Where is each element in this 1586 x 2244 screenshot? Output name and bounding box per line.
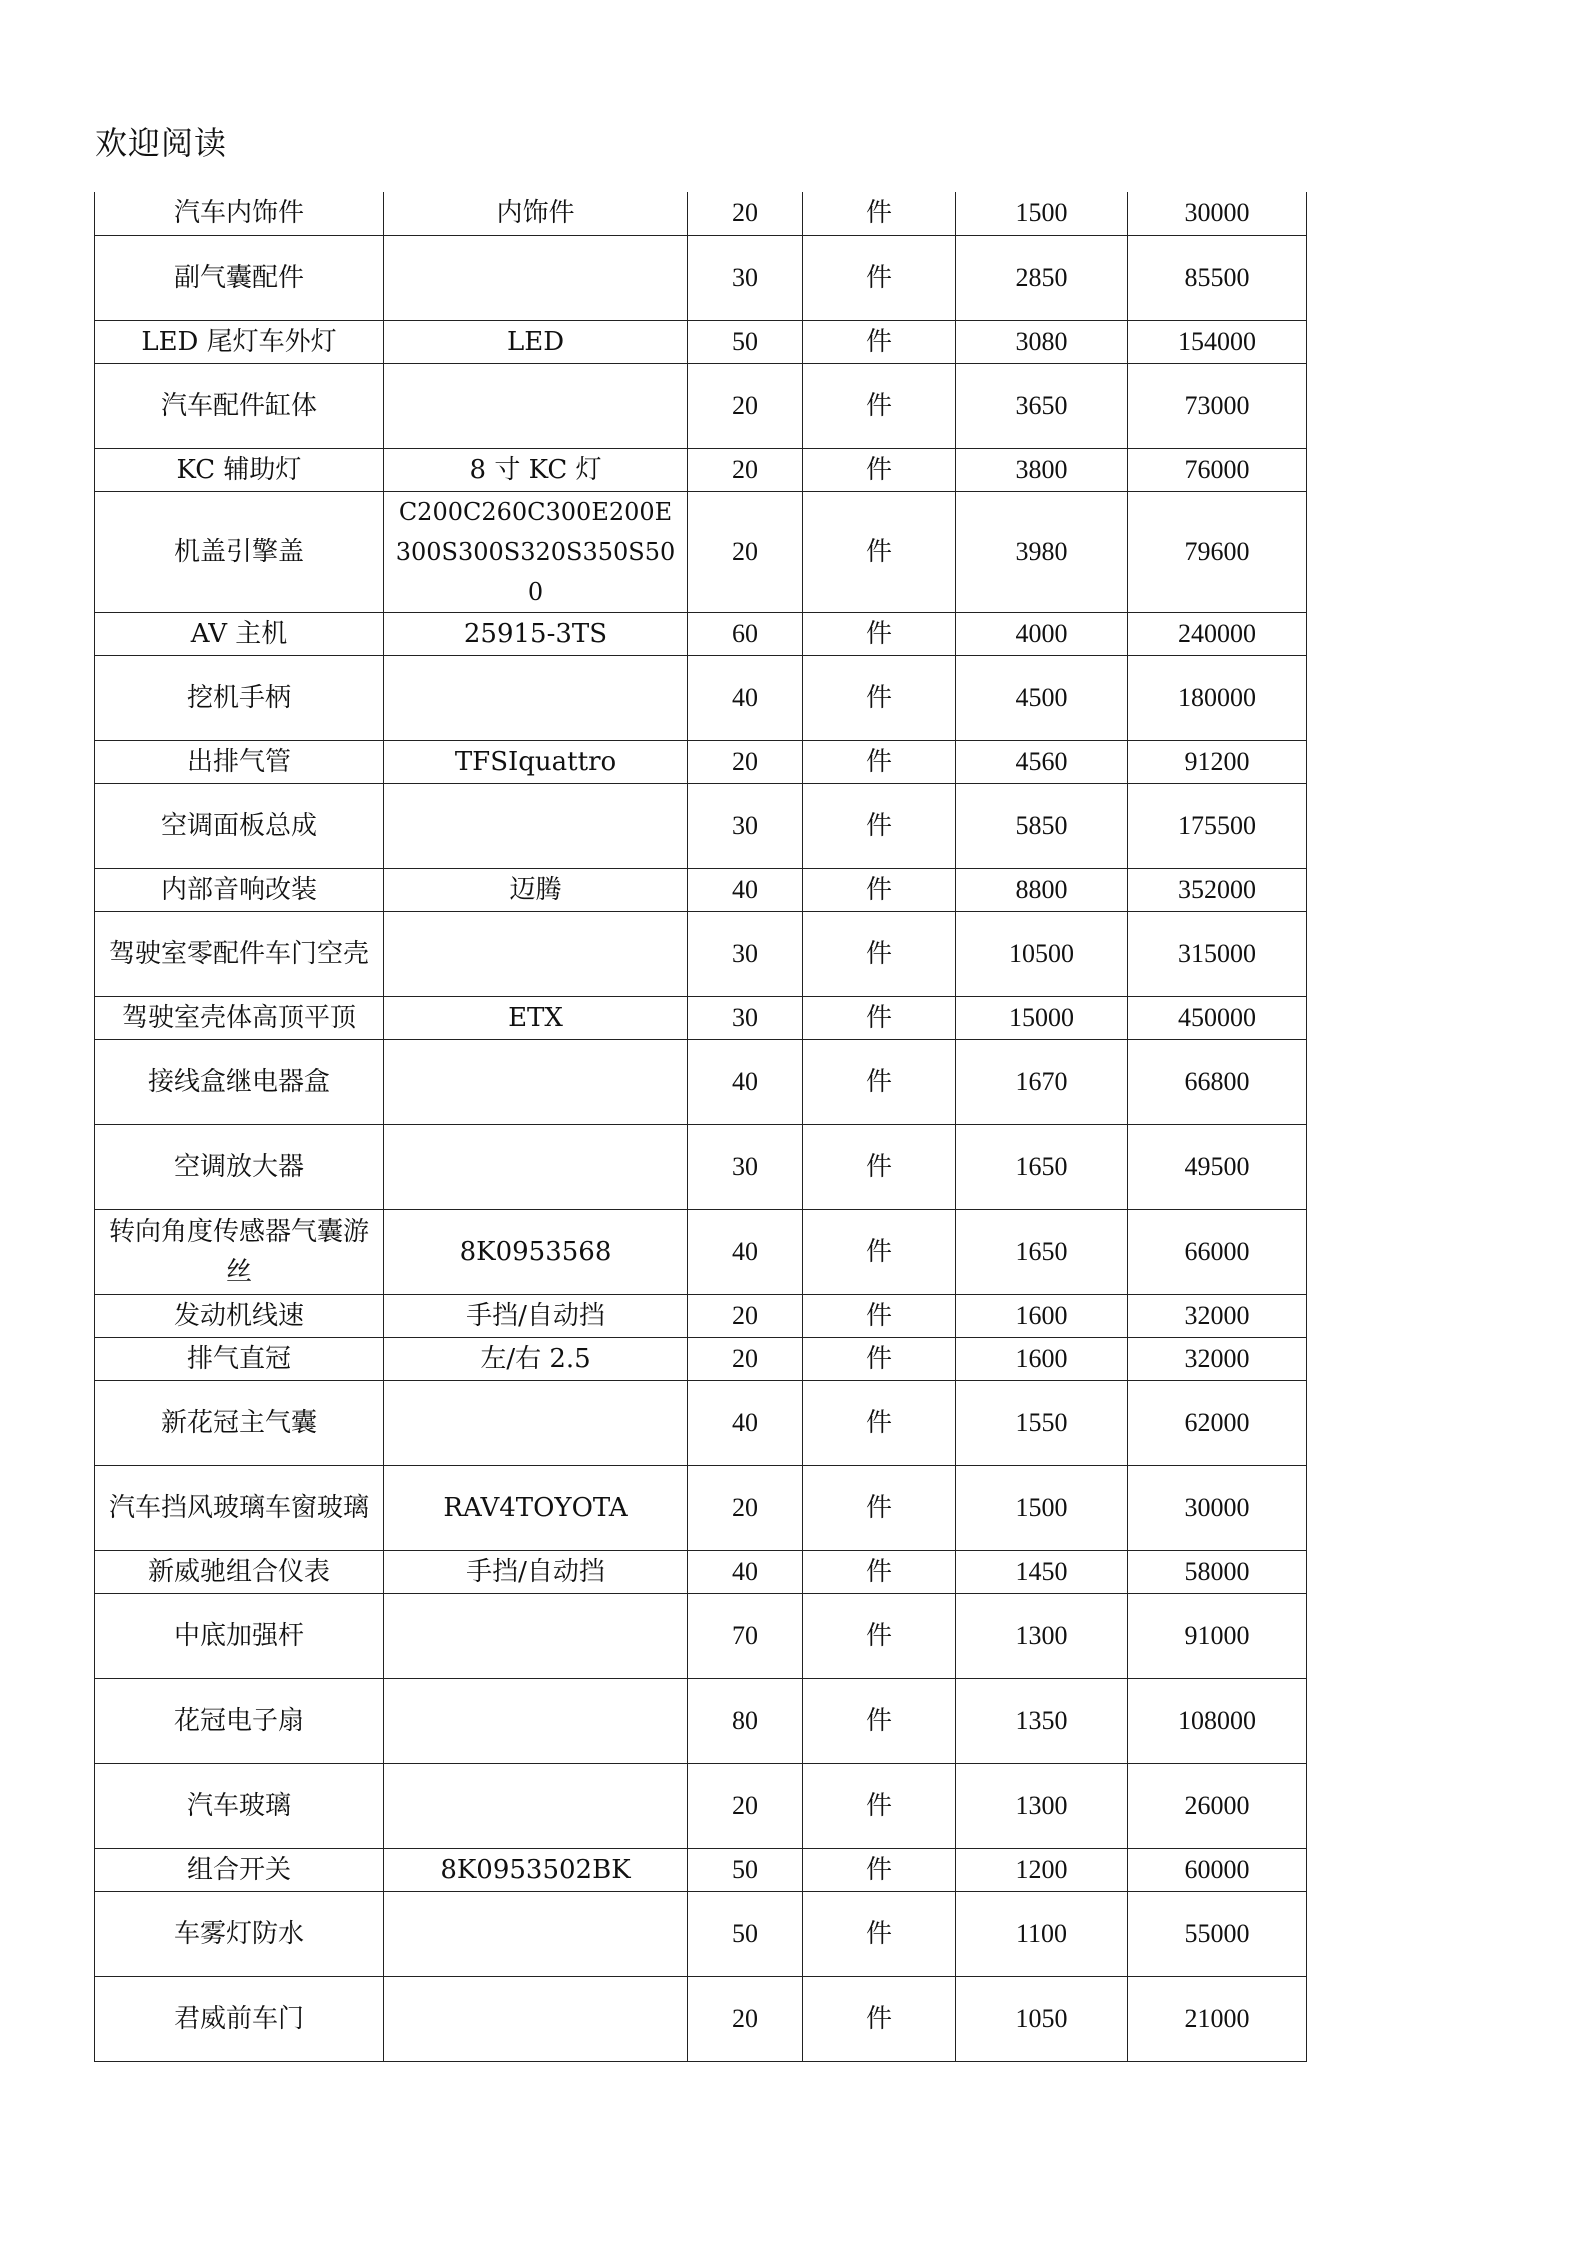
cell-qty: 40 [688,1209,803,1294]
cell-total: 85500 [1128,235,1307,320]
cell-total: 180000 [1128,655,1307,740]
cell-qty: 30 [688,1124,803,1209]
table-row [95,1976,1307,2061]
cell-spec: 手挡/自动挡 [384,1550,688,1593]
cell-qty: 20 [688,491,803,612]
cell-price: 1500 [956,192,1128,235]
cell-qty: 40 [688,1550,803,1593]
cell-price: 1050 [956,1976,1128,2061]
cell-price: 10500 [956,911,1128,996]
cell-name: 转向角度传感器气囊游丝 [95,1209,384,1294]
cell-spec: 手挡/自动挡 [384,1294,688,1337]
cell-spec [384,1678,688,1763]
cell-name: 中底加强杆 [95,1593,384,1678]
cell-name: LED 尾灯车外灯 [95,320,384,363]
table-row [95,1763,1307,1848]
cell-unit: 件 [803,1465,956,1550]
cell-unit: 件 [803,448,956,491]
cell-unit: 件 [803,868,956,911]
table-row [95,235,1307,320]
cell-price: 8800 [956,868,1128,911]
cell-qty: 20 [688,363,803,448]
cell-unit: 件 [803,1763,956,1848]
cell-name: 汽车挡风玻璃车窗玻璃 [95,1465,384,1550]
table-row [95,1294,1307,1337]
table-row [95,491,1307,612]
cell-spec [384,363,688,448]
cell-spec [384,1593,688,1678]
cell-price: 15000 [956,996,1128,1039]
cell-total: 450000 [1128,996,1307,1039]
table-row [95,996,1307,1039]
cell-name: AV 主机 [95,612,384,655]
cell-unit: 件 [803,1593,956,1678]
cell-qty: 20 [688,1976,803,2061]
cell-price: 1600 [956,1294,1128,1337]
cell-total: 315000 [1128,911,1307,996]
cell-total: 91000 [1128,1593,1307,1678]
cell-qty: 20 [688,1465,803,1550]
cell-qty: 20 [688,1294,803,1337]
table-row [95,1678,1307,1763]
table-row [95,1124,1307,1209]
cell-name: 内部音响改装 [95,868,384,911]
cell-price: 3800 [956,448,1128,491]
cell-name: 空调面板总成 [95,783,384,868]
cell-spec [384,1763,688,1848]
cell-total: 175500 [1128,783,1307,868]
cell-total: 66000 [1128,1209,1307,1294]
table-row [95,612,1307,655]
table-row [95,1337,1307,1380]
cell-name: 组合开关 [95,1848,384,1891]
table-row [95,783,1307,868]
cell-price: 1600 [956,1337,1128,1380]
cell-name: 接线盒继电器盒 [95,1039,384,1124]
cell-unit: 件 [803,783,956,868]
table-row [95,1209,1307,1294]
cell-spec: 8K0953502BK [384,1848,688,1891]
table-row [95,1891,1307,1976]
cell-price: 1300 [956,1593,1128,1678]
cell-unit: 件 [803,192,956,235]
cell-qty: 40 [688,1380,803,1465]
cell-total: 76000 [1128,448,1307,491]
cell-name: 出排气管 [95,740,384,783]
table-row [95,448,1307,491]
table-row [95,1550,1307,1593]
cell-qty: 40 [688,655,803,740]
table-row [95,868,1307,911]
page-header: 欢迎阅读 [95,124,228,162]
cell-name: 排气直冠 [95,1337,384,1380]
cell-price: 3650 [956,363,1128,448]
cell-unit: 件 [803,1209,956,1294]
cell-price: 1650 [956,1209,1128,1294]
cell-unit: 件 [803,235,956,320]
parts-table-body [95,192,1307,2061]
cell-spec [384,783,688,868]
cell-spec: 迈腾 [384,868,688,911]
cell-price: 4560 [956,740,1128,783]
cell-qty: 30 [688,911,803,996]
table-row [95,1465,1307,1550]
cell-price: 3980 [956,491,1128,612]
cell-qty: 80 [688,1678,803,1763]
cell-unit: 件 [803,1848,956,1891]
cell-price: 3080 [956,320,1128,363]
cell-price: 1550 [956,1380,1128,1465]
cell-spec: RAV4TOYOTA [384,1465,688,1550]
cell-qty: 30 [688,996,803,1039]
cell-total: 30000 [1128,1465,1307,1550]
table-row [95,1380,1307,1465]
cell-spec [384,1380,688,1465]
cell-price: 4500 [956,655,1128,740]
parts-table [94,192,1307,2062]
cell-qty: 50 [688,320,803,363]
cell-qty: 70 [688,1593,803,1678]
table-row [95,911,1307,996]
cell-name: 空调放大器 [95,1124,384,1209]
cell-name: 花冠电子扇 [95,1678,384,1763]
cell-qty: 50 [688,1848,803,1891]
cell-price: 1670 [956,1039,1128,1124]
cell-spec [384,911,688,996]
cell-total: 352000 [1128,868,1307,911]
cell-spec: 左/右 2.5 [384,1337,688,1380]
cell-total: 91200 [1128,740,1307,783]
cell-total: 49500 [1128,1124,1307,1209]
cell-total: 73000 [1128,363,1307,448]
cell-name: 驾驶室零配件车门空壳 [95,911,384,996]
cell-spec [384,1124,688,1209]
cell-name: 新威驰组合仪表 [95,1550,384,1593]
cell-spec: 8 寸 KC 灯 [384,448,688,491]
cell-name: 机盖引擎盖 [95,491,384,612]
cell-unit: 件 [803,1294,956,1337]
cell-qty: 40 [688,1039,803,1124]
cell-qty: 20 [688,1337,803,1380]
cell-name: 发动机线速 [95,1294,384,1337]
cell-total: 154000 [1128,320,1307,363]
cell-unit: 件 [803,1891,956,1976]
cell-spec: 内饰件 [384,192,688,235]
cell-total: 58000 [1128,1550,1307,1593]
cell-price: 1350 [956,1678,1128,1763]
table-row [95,192,1307,235]
cell-unit: 件 [803,1678,956,1763]
cell-price: 5850 [956,783,1128,868]
cell-price: 1300 [956,1763,1128,1848]
cell-price: 1200 [956,1848,1128,1891]
cell-qty: 20 [688,192,803,235]
cell-total: 32000 [1128,1337,1307,1380]
cell-name: 君威前车门 [95,1976,384,2061]
cell-qty: 30 [688,235,803,320]
cell-spec [384,1039,688,1124]
cell-price: 1650 [956,1124,1128,1209]
cell-unit: 件 [803,491,956,612]
cell-unit: 件 [803,363,956,448]
table-row [95,320,1307,363]
cell-price: 1450 [956,1550,1128,1593]
cell-spec: C200C260C300E200E300S300S320S350S500 [384,491,688,612]
cell-name: 汽车内饰件 [95,192,384,235]
cell-qty: 40 [688,868,803,911]
cell-qty: 60 [688,612,803,655]
cell-unit: 件 [803,1039,956,1124]
cell-unit: 件 [803,1976,956,2061]
cell-total: 66800 [1128,1039,1307,1124]
cell-name: KC 辅助灯 [95,448,384,491]
cell-total: 32000 [1128,1294,1307,1337]
cell-price: 2850 [956,235,1128,320]
cell-total: 79600 [1128,491,1307,612]
cell-unit: 件 [803,1550,956,1593]
cell-total: 108000 [1128,1678,1307,1763]
cell-spec: TFSIquattro [384,740,688,783]
cell-unit: 件 [803,996,956,1039]
cell-spec [384,655,688,740]
cell-qty: 30 [688,783,803,868]
cell-qty: 50 [688,1891,803,1976]
table-row [95,740,1307,783]
cell-spec: LED [384,320,688,363]
cell-name: 驾驶室壳体高顶平顶 [95,996,384,1039]
cell-spec [384,235,688,320]
table-row [95,1848,1307,1891]
cell-unit: 件 [803,1380,956,1465]
cell-total: 55000 [1128,1891,1307,1976]
cell-unit: 件 [803,320,956,363]
table-row [95,1593,1307,1678]
cell-spec [384,1891,688,1976]
cell-spec [384,1976,688,2061]
cell-qty: 20 [688,448,803,491]
cell-qty: 20 [688,1763,803,1848]
table-row [95,363,1307,448]
cell-unit: 件 [803,655,956,740]
cell-name: 挖机手柄 [95,655,384,740]
cell-total: 26000 [1128,1763,1307,1848]
cell-name: 汽车玻璃 [95,1763,384,1848]
cell-unit: 件 [803,612,956,655]
cell-spec: 25915-3TS [384,612,688,655]
cell-unit: 件 [803,1337,956,1380]
cell-unit: 件 [803,740,956,783]
cell-spec: 8K0953568 [384,1209,688,1294]
table-row [95,655,1307,740]
cell-total: 30000 [1128,192,1307,235]
cell-qty: 20 [688,740,803,783]
cell-spec: ETX [384,996,688,1039]
cell-name: 新花冠主气囊 [95,1380,384,1465]
cell-total: 62000 [1128,1380,1307,1465]
cell-total: 21000 [1128,1976,1307,2061]
cell-unit: 件 [803,1124,956,1209]
cell-name: 副气囊配件 [95,235,384,320]
cell-total: 60000 [1128,1848,1307,1891]
cell-total: 240000 [1128,612,1307,655]
cell-unit: 件 [803,911,956,996]
cell-price: 1100 [956,1891,1128,1976]
table-row [95,1039,1307,1124]
cell-price: 4000 [956,612,1128,655]
cell-name: 车雾灯防水 [95,1891,384,1976]
cell-name: 汽车配件缸体 [95,363,384,448]
cell-price: 1500 [956,1465,1128,1550]
